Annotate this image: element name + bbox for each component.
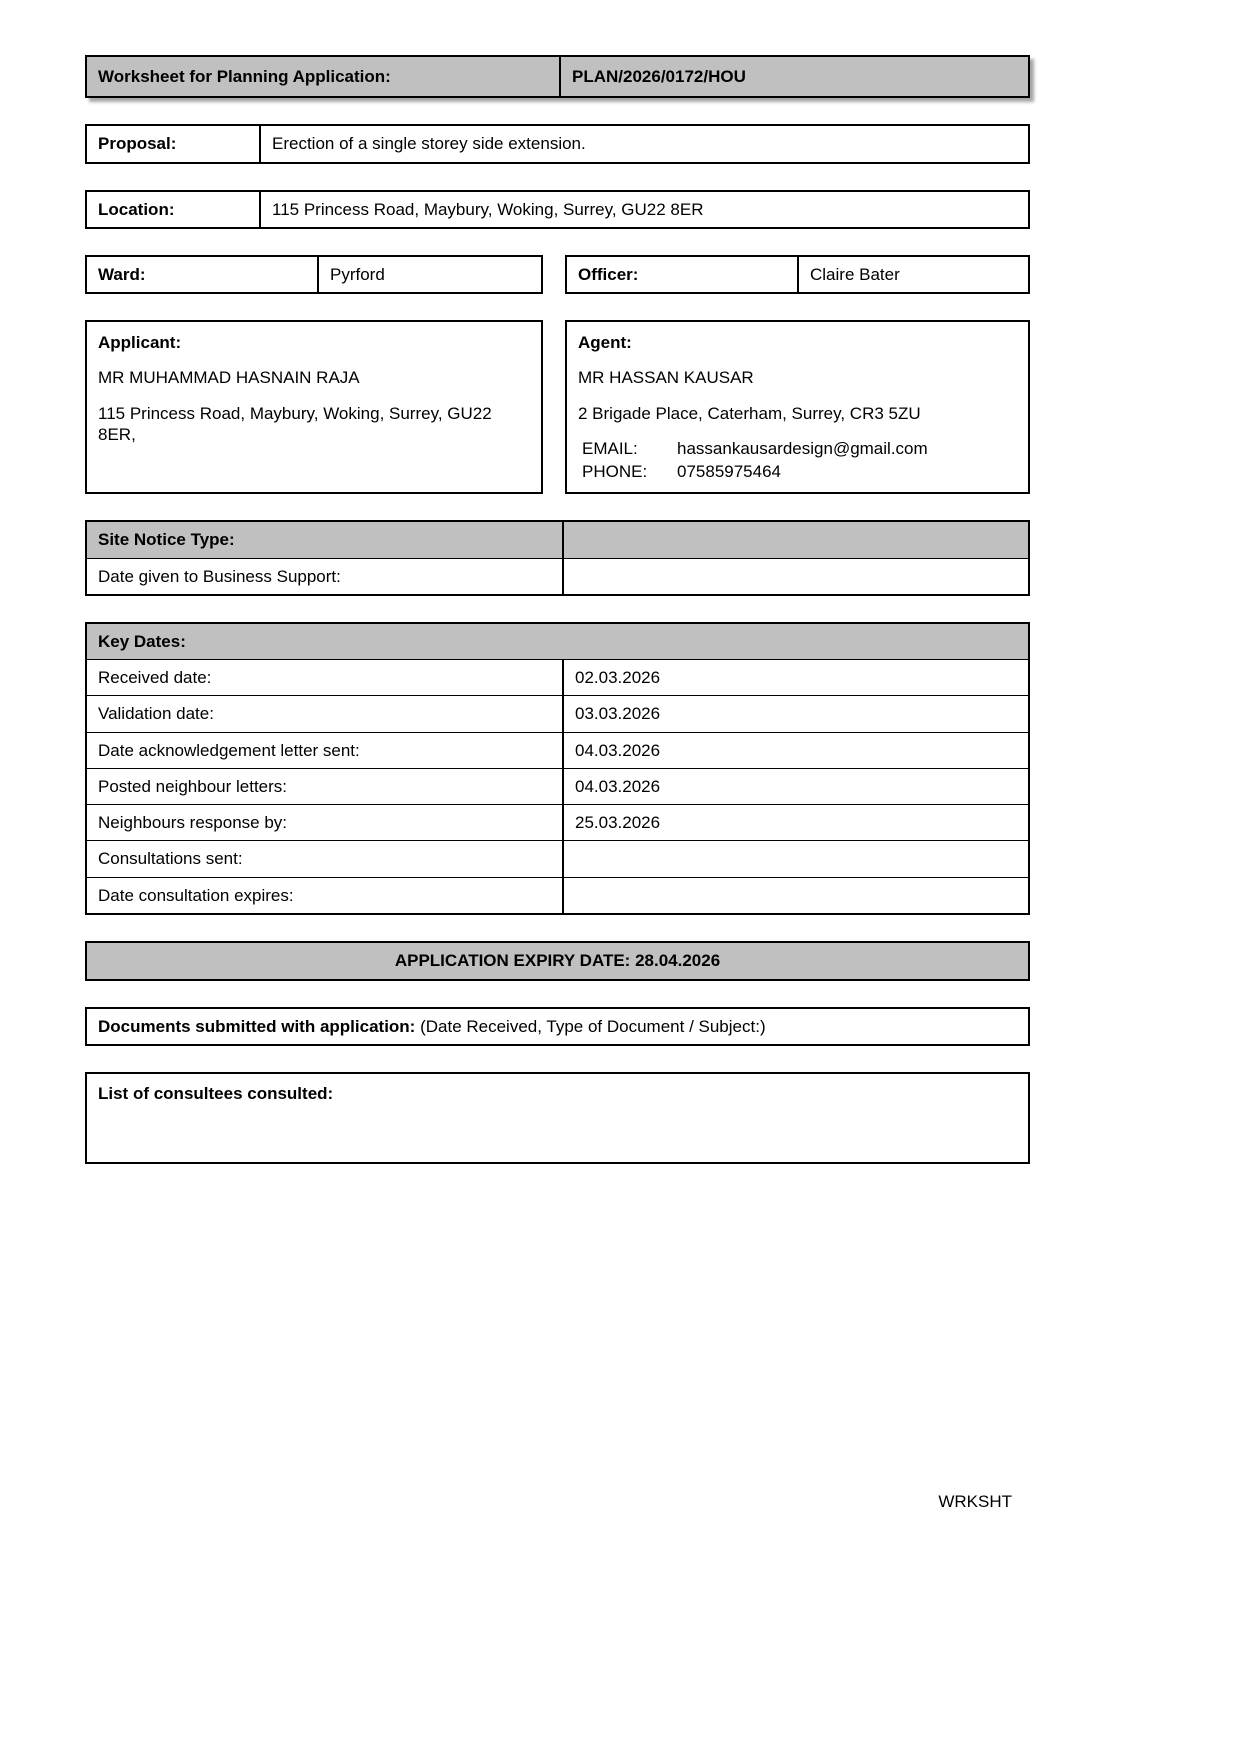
site-notice-row [87, 558, 1028, 594]
site-notice-header-value [562, 522, 1028, 557]
agent-address: 2 Brigade Place, Caterham, Surrey, CR3 5ZU [578, 403, 921, 423]
key-dates-row [87, 877, 1028, 913]
agent-contact [578, 438, 1017, 483]
key-dates-row [87, 768, 1028, 804]
key-dates-row [87, 695, 1028, 731]
application-expiry-bar: APPLICATION EXPIRY DATE: 28.04.2026 [85, 941, 1030, 981]
agent-name: MR HASSAN KAUSAR [578, 368, 754, 388]
key-dates-row [87, 732, 1028, 768]
key-dates-header: Key Dates: [87, 624, 1028, 659]
key-dates-row [87, 840, 1028, 876]
agent-phone-label: PHONE: [582, 462, 648, 481]
key-dates-row-value: 25.03.2026 [562, 805, 1028, 840]
header-reference: PLAN/2026/0172/HOU [559, 57, 1028, 96]
key-dates-row [87, 804, 1028, 840]
key-dates-row-value: 04.03.2026 [562, 733, 1028, 768]
site-notice-table [85, 520, 1030, 596]
key-dates-row-value [562, 878, 1028, 913]
ward-table [85, 255, 543, 294]
documents-row [85, 1007, 1030, 1046]
location-label: Location: [98, 199, 175, 219]
footer-code: WRKSHT [938, 1492, 1012, 1511]
key-dates-table [85, 622, 1030, 915]
key-dates-row-value [562, 841, 1028, 876]
key-dates-row-value: 02.03.2026 [562, 660, 1028, 695]
header-title: Worksheet for Planning Application: [98, 67, 391, 86]
worksheet-content [85, 55, 1030, 1190]
documents-note: (Date Received, Type of Document / Subject:) [415, 1016, 766, 1036]
key-dates-row-label: Date consultation expires: [98, 885, 294, 905]
key-dates-row-label: Neighbours response by: [98, 813, 288, 832]
consultees-label: List of consultees consulted: [98, 1084, 334, 1103]
site-notice-row-value [562, 559, 1028, 594]
proposal-label: Proposal: [98, 134, 177, 154]
applicant-name: MR MUHAMMAD HASNAIN RAJA [98, 368, 360, 388]
site-notice-header-row [87, 522, 1028, 557]
consultees-box [85, 1072, 1030, 1164]
location-row [85, 190, 1030, 229]
officer-label: Officer: [578, 264, 639, 284]
key-dates-row-label: Consultations sent: [98, 849, 243, 869]
ward-value: Pyrford [317, 257, 541, 292]
agent-email-label: EMAIL: [582, 438, 638, 458]
header-bar [85, 55, 1030, 98]
site-notice-header-label: Site Notice Type: [98, 530, 235, 550]
key-dates-row-label: Date acknowledgement letter sent: [98, 740, 360, 760]
key-dates-row-label: Validation date: [98, 704, 214, 724]
key-dates-row-label: Received date: [98, 668, 212, 687]
proposal-value: Erection of a single storey side extension. [259, 126, 1028, 161]
key-dates-row-value: 03.03.2026 [562, 696, 1028, 731]
ward-label: Ward: [98, 264, 146, 284]
agent-phone-value: 07585975464 [677, 462, 782, 481]
proposal-row [85, 124, 1030, 163]
officer-value: Claire Bater [797, 257, 1028, 292]
site-notice-row-label: Date given to Business Support: [98, 566, 341, 586]
agent-label: Agent: [578, 333, 632, 352]
applicant-box [85, 320, 543, 494]
agent-box [565, 320, 1030, 494]
key-dates-row-label: Posted neighbour letters: [98, 776, 288, 796]
documents-label: Documents submitted with application: [98, 1016, 416, 1036]
key-dates-row [87, 659, 1028, 695]
key-dates-row-value: 04.03.2026 [562, 769, 1028, 804]
location-value: 115 Princess Road, Maybury, Woking, Surrey, GU22 8ER [259, 192, 1028, 227]
agent-email-value: hassankausardesign@gmail.com [677, 438, 928, 458]
applicant-agent-row [85, 320, 1030, 494]
applicant-label: Applicant: [98, 333, 182, 352]
ward-officer-row [85, 255, 1030, 294]
applicant-address: 115 Princess Road, Maybury, Woking, Surrey, GU22 8ER, [98, 403, 492, 444]
officer-table [565, 255, 1030, 294]
